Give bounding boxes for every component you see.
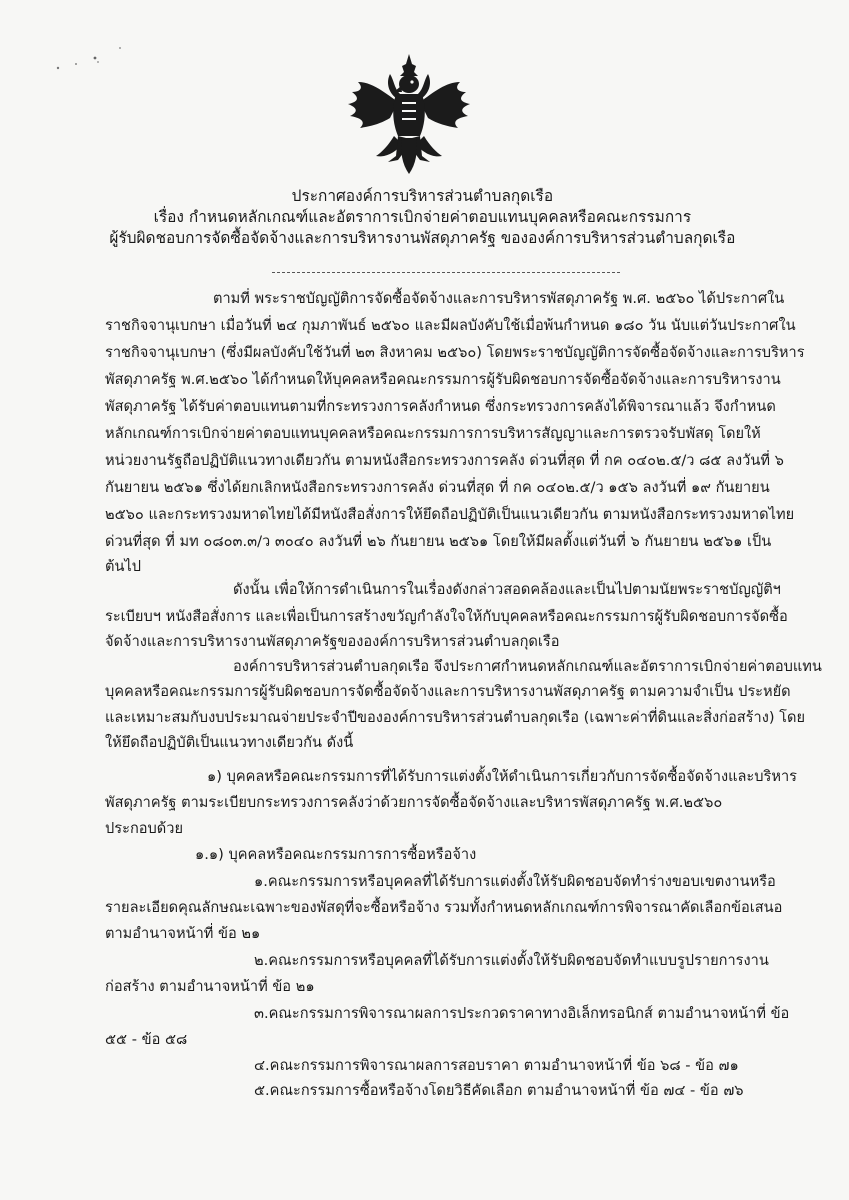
body-line: ด่วนที่สุด ที่ มท ๐๘๐๓.๓/ว ๓๐๔๐ ลงวันที่ ๒๖ กันยายน ๒๕๖๑ โดยให้มีผลตั้งแต่วันที่ ๖ กันยายน ๒๕๖๑ เป็น — [105, 533, 772, 550]
list-item: ๑.คณะกรรมการหรือบุคคลที่ได้รับการแต่งตั้งให้รับผิดชอบจัดทำร่างขอบเขตงานหรือ — [254, 873, 776, 890]
title-line-3: ผู้รับผิดชอบการจัดซื้อจัดจ้างและการบริหารงานพัสดุภาครัฐ ขององค์การบริหารส่วนตำบลกุดเรือ — [109, 229, 736, 247]
body-line: พัสดุภาครัฐ ตามระเบียบกระทรวงการคลังว่าด้วยการจัดซื้อจัดจ้างและบริหารพัสดุภาครัฐ พ.ศ.๒๕๖๐ — [105, 794, 723, 811]
list-item: ๔.คณะกรรมการพิจารณาผลการสอบราคา ตามอำนาจหน้าที่ ข้อ ๖๘ - ข้อ ๗๑ — [254, 1057, 739, 1074]
list-item: ๑) บุคคลหรือคณะกรรมการที่ได้รับการแต่งตั้งให้ดำเนินการเกี่ยวกับการจัดซื้อจัดจ้างและบริหาร — [207, 768, 798, 785]
list-item: ๒.คณะกรรมการหรือบุคคลที่ได้รับการแต่งตั้งให้รับผิดชอบจัดทำแบบรูปรายการงาน — [254, 952, 769, 969]
body-line: หลักเกณฑ์การเบิกจ่ายค่าตอบแทนบุคคลหรือคณะกรรมการการบริหารสัญญาและการตรวจรับพัสดุ โดยให้ — [105, 425, 761, 442]
body-line: ต้นไป — [105, 558, 142, 575]
body-line: ตามอำนาจหน้าที่ ข้อ ๒๑ — [105, 925, 261, 942]
body-line: จัดจ้างและการบริหารงานพัสดุภาครัฐขององค์การบริหารส่วนตำบลกุดเรือ — [105, 633, 560, 650]
title-line-1: ประกาศองค์การบริหารส่วนตำบลกุดเรือ — [291, 187, 554, 205]
body-line: กันยายน ๒๕๖๑ ซึ่งได้ยกเลิกหนังสือกระทรวงการคลัง ด่วนที่สุด ที่ กค ๐๔๐๒.๕/ว ๑๕๖ ลงวันที่ ๑๙ กันยายน — [105, 479, 770, 496]
body-line: รายละเอียดคุณลักษณะเฉพาะของพัสดุที่จะซื้อหรือจ้าง รวมทั้งกำหนดหลักเกณฑ์การพิจารณาคัดเลือกข้อเสนอ — [105, 899, 783, 916]
body-line: ราชกิจจานุเบกษา (ซึ่งมีผลบังคับใช้วันที่ ๒๓ สิงหาคม ๒๕๖๐) โดยพระราชบัญญัติการจัดซื้อจัดจ้างและการบริหาร — [105, 344, 805, 361]
body-line: องค์การบริหารส่วนตำบลกุดเรือ จึงประกาศกำหนดหลักเกณฑ์และอัตราการเบิกจ่ายค่าตอบแทน — [233, 658, 822, 675]
body-line: พัสดุภาครัฐ ได้รับค่าตอบแทนตามที่กระทรวงการคลังกำหนด ซึ่งกระทรวงการคลังได้พิจารณาแล้ว จึงกำหนด — [105, 398, 776, 415]
body-line: พัสดุภาครัฐ พ.ศ.๒๕๖๐ ได้กำหนดให้บุคคลหรือคณะกรรมการผู้รับผิดชอบการจัดซื้อจัดจ้างและการบริหารงาน — [105, 371, 781, 388]
body-line: ให้ยึดถือปฏิบัติเป็นแนวทางเดียวกัน ดังนี้ — [105, 734, 354, 751]
body-line: ประกอบด้วย — [105, 820, 184, 837]
body-line: ๒๕๖๐ และกระทรวงมหาดไทยได้มีหนังสือสั่งการให้ยึดถือปฏิบัติเป็นแนวเดียวกัน ตามหนังสือกระทรวงมหาดไทย — [105, 506, 795, 523]
body-line: หน่วยงานรัฐถือปฏิบัติแนวทางเดียวกัน ตามหนังสือกระทรวงการคลัง ด่วนที่สุด ที่ กค ๐๔๐๒.๕/ว ๘๕ ลงวันที่ ๖ — [105, 452, 784, 469]
list-item: ๓.คณะกรรมการพิจารณาผลการประกวดราคาทางอิเล็กทรอนิกส์ ตามอำนาจหน้าที่ ข้อ — [254, 1005, 790, 1022]
body-line: ดังนั้น เพื่อให้การดำเนินการในเรื่องดังกล่าวสอดคล้องและเป็นไปตามนัยพระราชบัญญัติฯ — [233, 581, 781, 598]
list-subheading: ๑.๑) บุคคลหรือคณะกรรมการการซื้อหรือจ้าง — [195, 846, 477, 863]
body-line: และเหมาะสมกับงบประมาณจ่ายประจำปีขององค์การบริหารส่วนตำบลกุดเรือ (เฉพาะค่าที่ดินและสิ่งก่อสร้าง) โดย — [105, 709, 806, 726]
body-line: ระเบียบฯ หนังสือสั่งการ และเพื่อเป็นการสร้างขวัญกำลังใจให้กับบุคคลหรือคณะกรรมการผู้รับผิดชอบการจัดซื้อ — [105, 608, 788, 625]
body-line: ก่อสร้าง ตามอำนาจหน้าที่ ข้อ ๒๑ — [105, 978, 315, 995]
body-line: ๕๕ - ข้อ ๕๘ — [105, 1031, 188, 1048]
body-line: บุคคลหรือคณะกรรมการผู้รับผิดชอบการจัดซื้อจัดจ้างและการบริหารงานพัสดุภาครัฐ ตามความจำเป็น ประหยัด — [105, 683, 791, 700]
list-item: ๕.คณะกรรมการซื้อหรือจ้างโดยวิธีคัดเลือก ตามอำนาจหน้าที่ ข้อ ๗๔ - ข้อ ๗๖ — [254, 1082, 744, 1099]
title-line-2: เรื่อง กำหนดหลักเกณฑ์และอัตราการเบิกจ่ายค่าตอบแทนบุคคลหรือคณะกรรมการ — [153, 208, 692, 226]
body-line: ราชกิจจานุเบกษา เมื่อวันที่ ๒๔ กุมภาพันธ์ ๒๕๖๐ และมีผลบังคับใช้เมื่อพ้นกำหนด ๑๘๐ วัน นับแต่วันประกาศใน — [105, 317, 796, 334]
body-line: ตามที่ พระราชบัญญัติการจัดซื้อจัดจ้างและการบริหารพัสดุภาครัฐ พ.ศ. ๒๕๖๐ ได้ประกาศใน — [213, 290, 785, 307]
